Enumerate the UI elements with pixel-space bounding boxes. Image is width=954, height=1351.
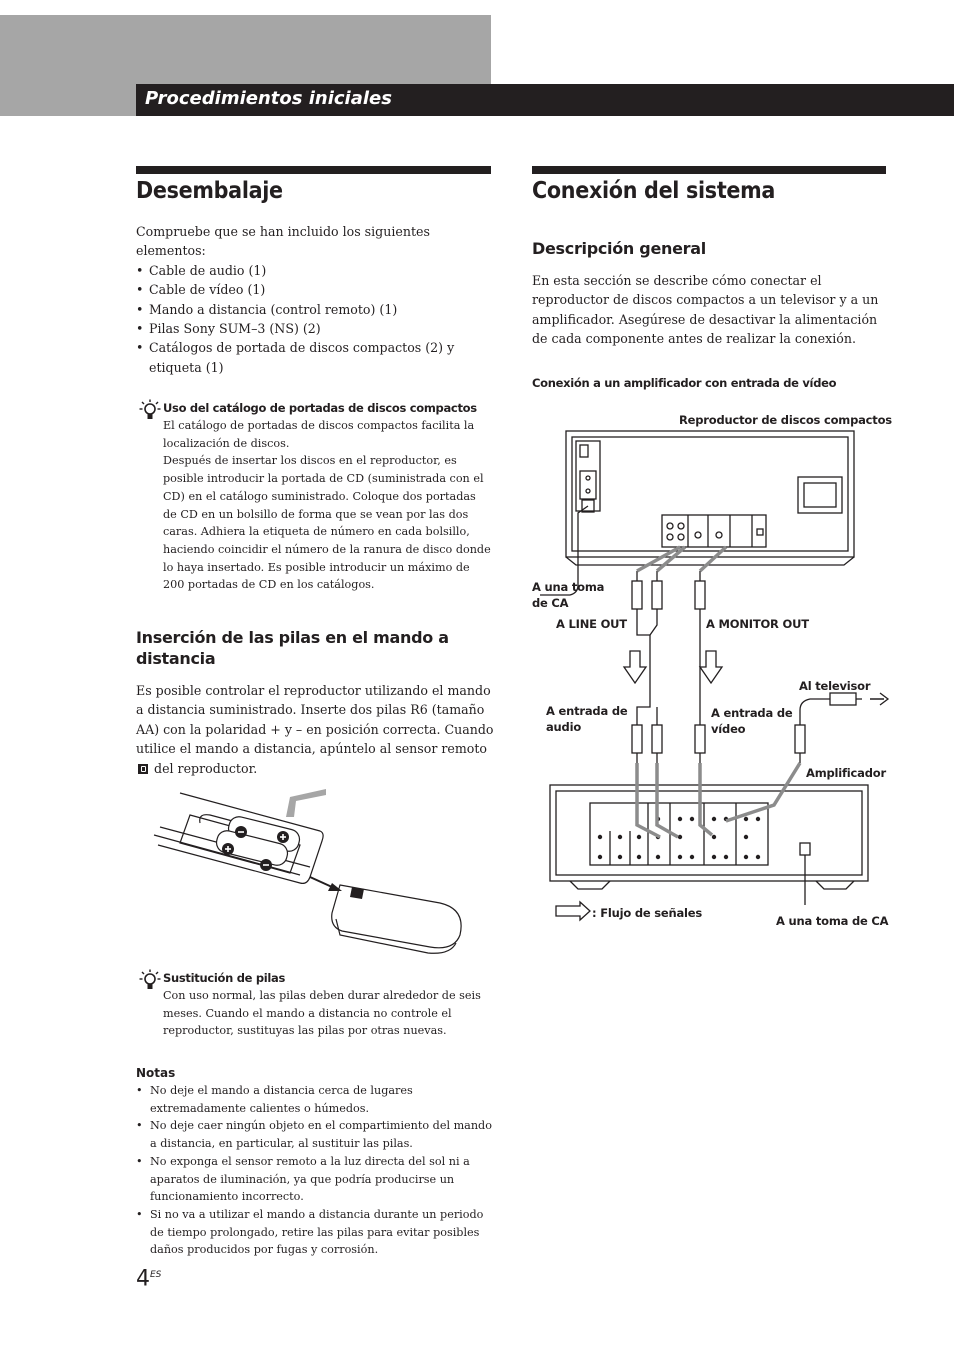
list-item: • Catálogos de portada de discos compactos (2) y etiqueta (1): [136, 338, 491, 377]
page-suffix: ES: [150, 1270, 162, 1280]
unpacking-intro: Compruebe que se han incluido los siguientes elementos:: [136, 224, 430, 259]
remote-sensor-icon: [138, 764, 148, 774]
tip-paragraph: Después de insertar los discos en el reproductor, es posible introducir la portada de CD (suministrada con el CD) en el catálogo suministrado. Coloque dos portadas de CD en un bolsillo de forma que se vean por las dos caras. Adhiera la etiqueta de número en cada bolsillo, haciendo coincidir el número de la ranura de disco donde lo haya insertado. Es posible introducir un máximo de 200 portadas de CD en los catálogos.: [163, 454, 491, 592]
tip-title-catalog: Uso del catálogo de portadas de discos compactos: [163, 401, 477, 415]
tip-lightbulb-icon: [139, 969, 161, 993]
list-item: • Cable de vídeo (1): [136, 280, 491, 299]
note-item: • Si no va a utilizar el mando a distancia durante un periodo de tiempo prolongado, retire las pilas para evitar posibles daños producidos por fugas y corrosión.: [136, 1206, 494, 1259]
connection-diagram: [530, 425, 895, 905]
subtitle-overview: Descripción general: [532, 239, 706, 258]
list-item: • Pilas Sony SUM–3 (NS) (2): [136, 319, 491, 338]
label-video-in-a: A entrada de: [711, 706, 793, 720]
label-audio-in-a: A entrada de: [546, 704, 628, 718]
tip-lightbulb-icon: [139, 399, 161, 423]
tip-paragraph: El catálogo de portadas de discos compactos facilita la localización de discos.: [163, 419, 475, 450]
batteries-text-after: del reproductor.: [154, 760, 258, 776]
label-tv: Al televisor: [799, 679, 871, 693]
unpacking-text: [136, 222, 491, 377]
section-title: Procedimientos iniciales: [145, 88, 392, 109]
remote-battery-illustration: [150, 785, 470, 960]
notes-block: [136, 1082, 494, 1259]
label-amplifier: Amplificador: [806, 766, 886, 780]
list-item: • Mando a distancia (control remoto) (1): [136, 300, 491, 319]
note-item: • No exponga el sensor remoto a la luz directa del sol ni a aparatos de iluminación, ya que podría producirse un funcionamiento incorrecto.: [136, 1153, 494, 1206]
batteries-text-before: Es posible controlar el reproductor utilizando el mando a distancia suministrado. Inserte dos pilas R6 (tamaño AA) con la polaridad + y – en posición correcta. Cuando utilice el mando a distancia, apúntelo al sensor remoto: [136, 683, 494, 757]
tip-text-replace: Con uso normal, las pilas deben durar alrededor de seis meses. Cuando el mando a distancia no controle el reproductor, sustituyas las pilas por otras nuevas.: [163, 989, 481, 1038]
diagram-title: Conexión a un amplificador con entrada de vídeo: [532, 376, 837, 390]
page-number: $4^{ES}$: [136, 1266, 162, 1292]
unpacking-list: [136, 261, 491, 377]
note-item: • No deje el mando a distancia cerca de lugares extremadamente calientes o húmedos.: [136, 1082, 494, 1117]
label-ac-outlet-1a: A una toma: [532, 580, 605, 594]
tip-title-replace: Sustitución de pilas: [163, 971, 286, 985]
label-audio-in-b: audio: [546, 720, 582, 734]
tip-text-catalog: [163, 417, 493, 594]
label-line-out: A LINE OUT: [556, 617, 627, 631]
right-title-rule: [532, 166, 886, 174]
label-video-in-b: vídeo: [711, 722, 746, 736]
label-monitor-out: A MONITOR OUT: [706, 617, 809, 631]
left-title-rule: [136, 166, 491, 174]
list-item: • Cable de audio (1): [136, 261, 491, 280]
note-item: • No deje caer ningún objeto en el compartimiento del mando a distancia, en particular, al sustituir las pilas.: [136, 1117, 494, 1152]
label-ac-outlet-2: A una toma de CA: [776, 914, 889, 928]
notes-title: Notas: [136, 1066, 176, 1080]
subtitle-batteries: Inserción de las pilas en el mando a distancia: [136, 628, 449, 668]
batteries-text: [136, 681, 494, 778]
label-ac-outlet-1b: de CA: [532, 596, 569, 610]
notes-list: [136, 1082, 494, 1259]
label-cd-player: Reproductor de discos compactos: [679, 413, 892, 427]
title-conexion: Conexión del sistema: [532, 178, 776, 204]
title-desembalaje: Desembalaje: [136, 178, 283, 204]
label-signal-flow: : Flujo de señales: [592, 906, 703, 920]
overview-text: En esta sección se describe cómo conectar el reproductor de discos compactos a un televisor y a un amplificador. Asegúrese de desactivar la alimentación de cada componente antes de realizar la conexión.: [532, 273, 879, 347]
